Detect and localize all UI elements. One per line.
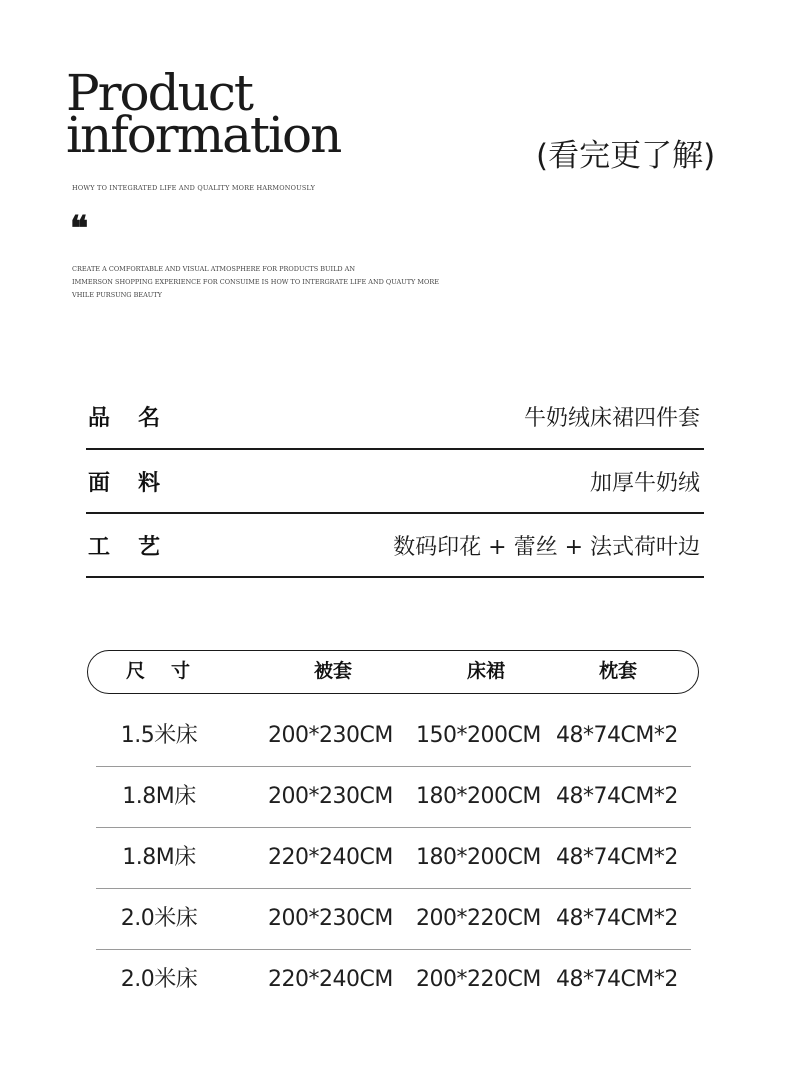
cell-bed-size: 1.8M床 [122,784,196,809]
table-row [96,950,691,1011]
cell-pillowcase: 48*74CM*2 [556,845,678,870]
paragraph-line: IMMERSON SHOPPING EXPERIENCE FOR CONSUIME IS HOW TO INTERGRATE LIFE AND QUAUTY MORE [72,278,440,286]
info-row-craft [86,514,704,578]
product-info-table [86,384,704,578]
title-line-2: information [66,106,341,164]
table-row [96,828,691,889]
cell-bed-skirt: 180*200CM [416,784,541,809]
cell-bed-size: 2.0米床 [120,906,198,931]
cell-bed-size: 1.8M床 [122,845,196,870]
cell-duvet-cover: 200*230CM [268,723,393,748]
page-title [66,64,341,164]
info-value: 加厚牛奶绒 [589,470,700,496]
paragraph-line: VHILE PURSUNG BEAUTY [72,291,162,299]
cell-pillowcase: 48*74CM*2 [556,967,678,992]
info-label: 面料 [88,470,189,496]
cell-duvet-cover: 200*230CM [268,784,393,809]
paragraph-line: CREATE A COMFORTABLE AND VISUAL ATMOSPHERE FOR PRODUCTS BUILD AN [72,265,356,273]
tagline: HOWY TO INTEGRATED LIFE AND QUALITY MORE HARMONOUSLY [72,184,316,192]
cell-bed-skirt: 150*200CM [416,723,541,748]
info-value: 牛奶绒床裙四件套 [523,405,700,431]
intro-paragraph [72,263,452,302]
cell-bed-skirt: 200*220CM [416,906,541,931]
size-table-header [87,650,699,694]
cell-pillowcase: 48*74CM*2 [556,906,678,931]
cell-bed-skirt: 200*220CM [416,967,541,992]
info-label: 品名 [88,405,189,431]
header-duvet-cover: 被套 [313,660,352,682]
header-bed-skirt: 床裙 [466,660,505,682]
see-more-label: (看完更了解) [536,138,716,174]
cell-duvet-cover: 220*240CM [268,967,393,992]
table-row [96,706,691,767]
cell-bed-size: 1.5米床 [120,723,198,748]
table-row [96,889,691,950]
header-size: 尺寸 [125,660,216,682]
quote-mark-icon: ❝ [70,209,89,249]
table-row [96,767,691,828]
cell-duvet-cover: 200*230CM [268,906,393,931]
header-pillowcase: 枕套 [598,660,637,682]
size-table-body [96,706,691,1011]
cell-bed-size: 2.0米床 [120,967,198,992]
cell-pillowcase: 48*74CM*2 [556,784,678,809]
info-label: 工艺 [88,534,189,560]
cell-pillowcase: 48*74CM*2 [556,723,678,748]
cell-duvet-cover: 220*240CM [268,845,393,870]
info-value: 数码印花 + 蕾丝 + 法式荷叶边 [393,534,700,560]
info-row-product-name [86,384,704,450]
title-line-1: Product [66,64,252,122]
info-row-fabric [86,450,704,514]
cell-bed-skirt: 180*200CM [416,845,541,870]
